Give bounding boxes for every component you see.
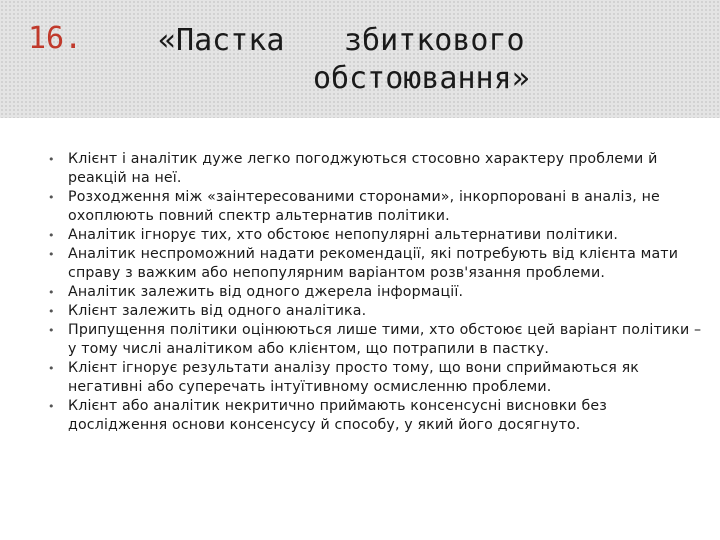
slide-number: 16.	[28, 21, 83, 56]
bullet-dot-icon: •	[48, 362, 55, 375]
bullet-dot-icon: •	[48, 286, 55, 299]
bullet-dot-icon: •	[48, 153, 55, 166]
bullet-item	[48, 150, 708, 188]
bullet-item	[48, 359, 708, 397]
bullet-text: Припущення політики оцінюються лише тими, хто обстоює цей варіант політики – у тому числі аналітиком або клієнтом, що потрапили в пастку.	[68, 322, 702, 357]
bullet-dot-icon: •	[48, 229, 55, 242]
bullet-dot-icon: •	[48, 191, 55, 204]
slide-title-word-1: «Пастка	[158, 23, 285, 58]
bullet-item	[48, 302, 708, 321]
slide-title-word-3: обстоювання»	[313, 61, 530, 96]
bullet-list	[48, 150, 708, 435]
bullet-text: Клієнт або аналітик некритично приймають консенсусні висновки без дослідження основи консенсусу й способу, у який його досягнуто.	[68, 398, 607, 433]
bullet-text: Розходження між «заінтересованими сторонами», інкорпоровані в аналіз, не охоплюють повний спектр альтернатив політики.	[68, 189, 660, 224]
bullet-dot-icon: •	[48, 400, 55, 413]
bullet-item	[48, 397, 708, 435]
bullet-dot-icon: •	[48, 324, 55, 337]
bullet-item	[48, 321, 708, 359]
bullet-text: Аналітик залежить від одного джерела інформації.	[68, 284, 464, 300]
bullet-item	[48, 245, 708, 283]
bullet-text: Аналітик ігнорує тих, хто обстоює непопулярні альтернативи політики.	[68, 227, 619, 243]
bullet-text: Клієнт ігнорує результати аналізу просто тому, що вони сприймаються як негативні або суперечать інтуїтивному осмисленню проблеми.	[68, 360, 639, 395]
bullet-dot-icon: •	[48, 305, 55, 318]
bullet-item	[48, 283, 708, 302]
bullet-dot-icon: •	[48, 248, 55, 261]
bullet-item	[48, 226, 708, 245]
bullet-text: Клієнт і аналітик дуже легко погоджуються стосовно характеру проблеми й реакцій на неї.	[68, 151, 658, 186]
bullet-text: Клієнт залежить від одного аналітика.	[68, 303, 367, 319]
bullet-text: Аналітик неспроможний надати рекомендації, які потребують від клієнта мати справу з важким або непопулярним варіантом розв'язання проблеми.	[68, 246, 679, 281]
slide-title-word-2: збиткового	[344, 23, 525, 58]
title-banner	[0, 0, 720, 118]
bullet-item	[48, 188, 708, 226]
